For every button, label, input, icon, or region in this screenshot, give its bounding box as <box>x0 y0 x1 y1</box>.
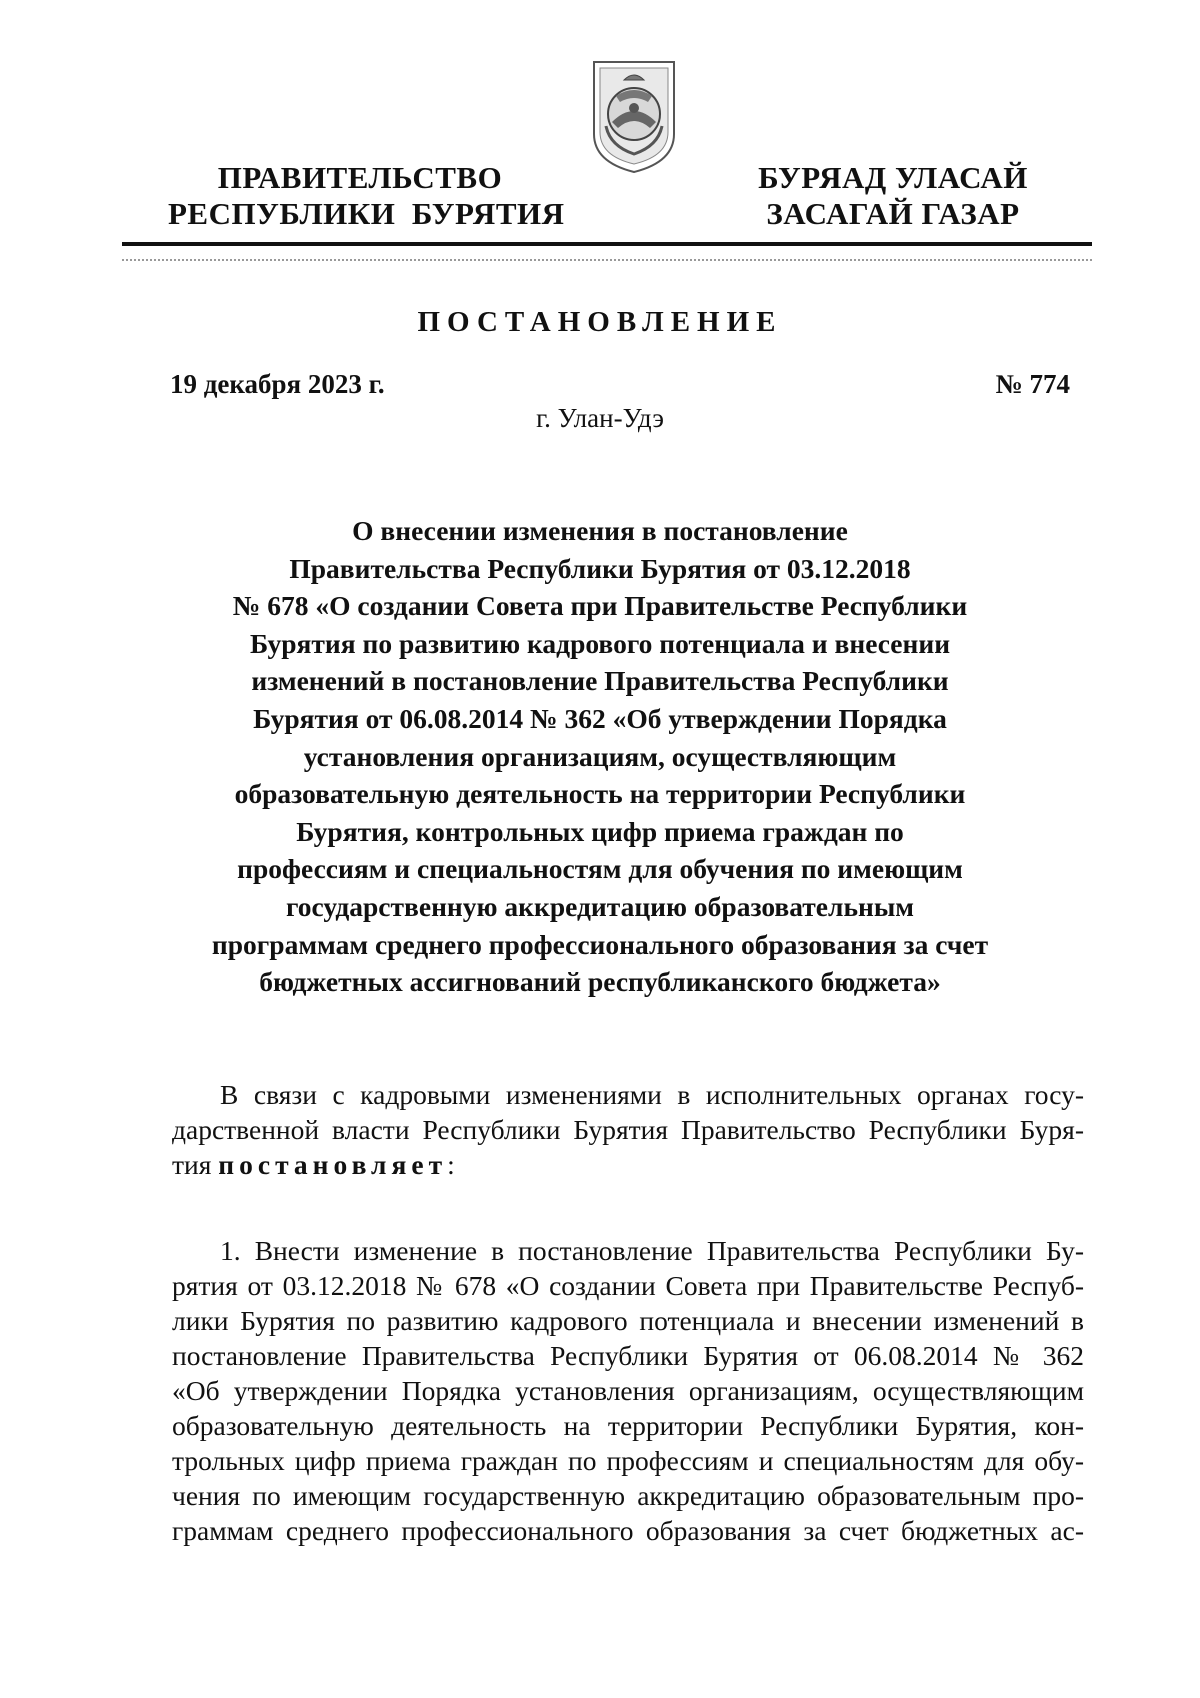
document-number: № 774 <box>995 369 1070 399</box>
title-line: бюджетных ассигнований республиканского бюджета» <box>259 966 941 998</box>
item-1-line: чения по имеющим государственную аккредитацию образовательным про- <box>172 1480 1084 1511</box>
item-1-line: трольных цифр приема граждан по профессиям и специальностям для обу- <box>172 1445 1084 1476</box>
document-type: ПОСТАНОВЛЕНИЕ <box>417 306 783 338</box>
title-line: государственную аккредитацию образовательным <box>285 890 915 922</box>
issuer-name-russian <box>168 160 565 232</box>
preamble-line3-start: тия <box>172 1149 219 1180</box>
preamble-line-decree <box>172 1147 1084 1182</box>
title-line: Бурятия от 06.08.2014 № 362 «Об утверждении Порядка <box>253 702 947 734</box>
preamble-line: дарственной власти Республики Бурятия Правительство Республики Буря- <box>172 1114 1084 1145</box>
header-divider-thick <box>122 242 1092 246</box>
item-1-line: 1. Внести изменение в постановление Правительства Республики Бу- <box>220 1235 1084 1266</box>
coat-of-arms-icon <box>590 56 678 176</box>
title-line: О внесении изменения в постановление <box>352 515 848 546</box>
title-line: установления организациям, осуществляющим <box>303 740 897 772</box>
title-line: № 678 «О создании Совета при Правительстве Республики <box>232 590 968 622</box>
title-line: Правительства Республики Бурятия от 03.12.2018 <box>289 552 911 584</box>
issuer-buryat-line2: ЗАСАГАЙ ГАЗАР <box>766 196 1020 231</box>
item-1-line: постановление Правительства Республики Бурятия от 06.08.2014 № 362 <box>172 1340 1084 1371</box>
issuer-buryat-line1: БУРЯАД УЛАСАЙ <box>758 160 1028 195</box>
header-divider-thin <box>122 259 1092 261</box>
preamble-line3-end: : <box>447 1149 455 1180</box>
item-1-paragraph <box>172 1233 1084 1548</box>
document-date: 19 декабря 2023 г. <box>170 369 385 399</box>
item-1-line: граммам среднего профессионального образования за счет бюджетных ас- <box>172 1515 1084 1546</box>
issuer-russian-line2: РЕСПУБЛИКИ БУРЯТИЯ <box>168 196 565 231</box>
document-city: г. Улан-Удэ <box>536 403 664 433</box>
title-line: изменений в постановление Правительства Республики <box>251 665 949 697</box>
title-line: программам среднего профессионального образования за счет <box>211 928 989 960</box>
decree-word: постановляет <box>218 1149 448 1180</box>
document-title <box>180 512 1020 1001</box>
item-1-line: «Об утверждении Порядка установления организациям, осуществляющим <box>172 1375 1084 1406</box>
preamble-line: В связи с кадровыми изменениями в исполнительных органах госу- <box>220 1079 1084 1110</box>
item-1-line: рятия от 03.12.2018 № 678 «О создании Совета при Правительстве Респуб- <box>172 1270 1084 1301</box>
title-line: образовательную деятельность на территории Республики <box>234 778 966 810</box>
title-line: профессиям и специальностям для обучения по имеющим <box>237 853 963 885</box>
issuer-name-buryat <box>748 160 1038 232</box>
preamble-paragraph <box>172 1077 1084 1182</box>
issuer-russian-line1: ПРАВИТЕЛЬСТВО <box>217 160 503 195</box>
title-line: Бурятия, контрольных цифр приема граждан по <box>296 815 904 847</box>
title-line: Бурятия по развитию кадрового потенциала и внесении <box>249 627 951 659</box>
item-1-line: лики Бурятия по развитию кадрового потенциала и внесении изменений в <box>172 1305 1084 1336</box>
item-1-line: образовательную деятельность на территории Республики Бурятия, кон- <box>172 1410 1084 1441</box>
